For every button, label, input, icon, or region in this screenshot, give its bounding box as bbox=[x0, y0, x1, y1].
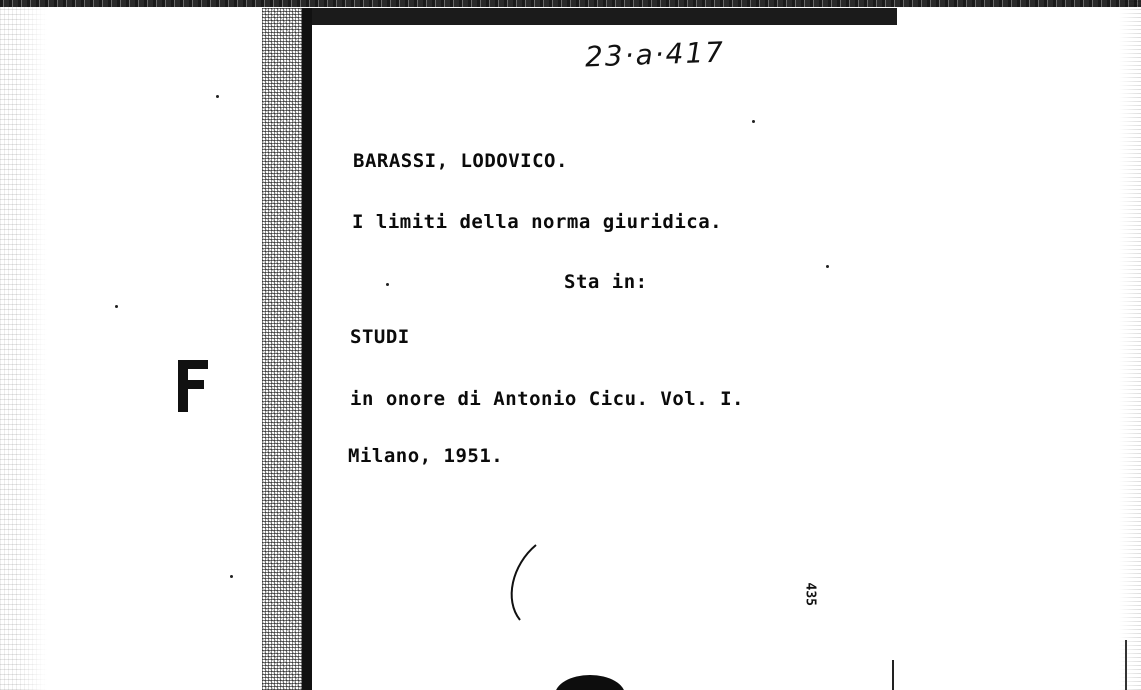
dust-speck bbox=[752, 120, 755, 123]
series-line: STUDI bbox=[350, 326, 410, 348]
dust-speck bbox=[230, 575, 233, 578]
side-number: 435 bbox=[802, 582, 818, 606]
author-line: BARASSI, LODOVICO. bbox=[353, 150, 568, 172]
catalog-card bbox=[312, 25, 1141, 690]
top-edge-band bbox=[0, 0, 1141, 7]
dust-speck bbox=[826, 265, 829, 268]
binding-strip bbox=[262, 8, 312, 690]
stamp-letter-f bbox=[178, 360, 208, 412]
right-scan-line-mark bbox=[1125, 640, 1127, 690]
pencil-arc-mark bbox=[500, 540, 580, 630]
dust-speck bbox=[115, 305, 118, 308]
dust-speck bbox=[386, 283, 389, 286]
scan-line-mark bbox=[892, 660, 894, 690]
handwritten-shelfmark: 23·a·417 bbox=[584, 35, 726, 74]
adjacent-card-edge bbox=[0, 0, 48, 690]
description-line: in onore di Antonio Cicu. Vol. I. bbox=[350, 388, 744, 410]
imprint-line: Milano, 1951. bbox=[348, 445, 504, 467]
title-line: I limiti della norma giuridica. bbox=[352, 211, 723, 233]
card-top-band bbox=[312, 8, 897, 25]
in-label: Sta in: bbox=[564, 271, 648, 293]
right-scan-edge bbox=[1119, 0, 1141, 690]
dust-speck bbox=[216, 95, 219, 98]
